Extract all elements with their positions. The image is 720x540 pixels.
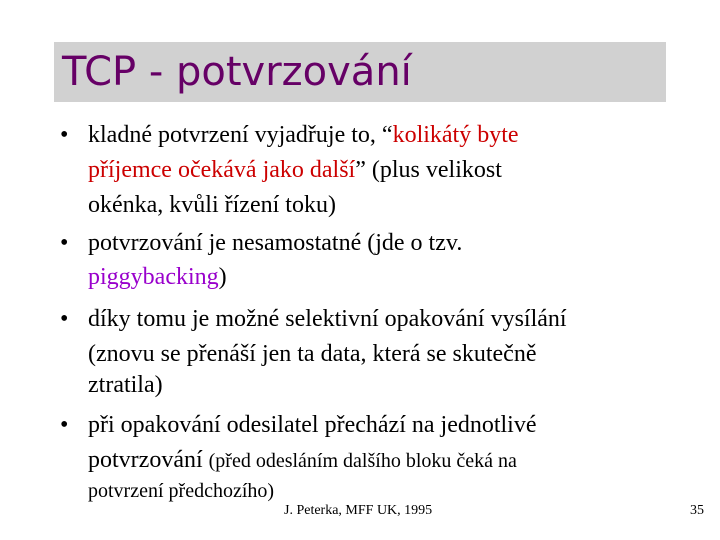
bullet-1-text-cont: ” (plus velikost [355,157,502,183]
bullet-4-line-1: při opakování odesilatel přechází na jednotlivé [88,412,537,438]
bullet-2-text-cont: ) [218,264,227,290]
bullet-1-highlight: kolikátý byte [392,122,519,148]
bullet-3-line-2: (znovu se přenáší jen ta data, která se skutečně [88,341,537,367]
bullet-2-line-2 [88,263,227,291]
page-number: 35 [690,503,704,518]
bullet-4-line-3: potvrzení předchozího) [88,480,275,502]
bullet-1-highlight-cont: příjemce očekává jako další [88,157,356,183]
bullet-2-highlight: piggybacking [88,264,219,290]
slide-title: TCP - potvrzování [62,49,412,95]
bullet-marker: • [60,230,69,256]
bullet-4-text: potvrzování [88,447,209,473]
footer-author: J. Peterka, MFF UK, 1995 [284,503,433,518]
bullet-2-line-1: potvrzování je nesamostatné (jde o tzv. [88,230,463,256]
bullet-3-line-1: díky tomu je možné selektivní opakování vysílání [88,306,567,332]
bullet-4-small-text: (před odesláním dalšího bloku čeká na [208,450,517,472]
bullet-4-line-2 [88,446,517,475]
bullet-1-text: kladné potvrzení vyjadřuje to, “ [88,122,393,148]
bullet-marker: • [60,412,69,438]
bullet-1-line-2 [88,156,502,184]
bullet-1-line-3: okénka, kvůli řízení toku) [88,192,336,218]
bullet-1-line-1 [88,121,519,149]
bullet-marker: • [60,306,69,332]
bullet-3-line-3: ztratila) [88,372,163,398]
bullet-marker: • [60,122,69,148]
